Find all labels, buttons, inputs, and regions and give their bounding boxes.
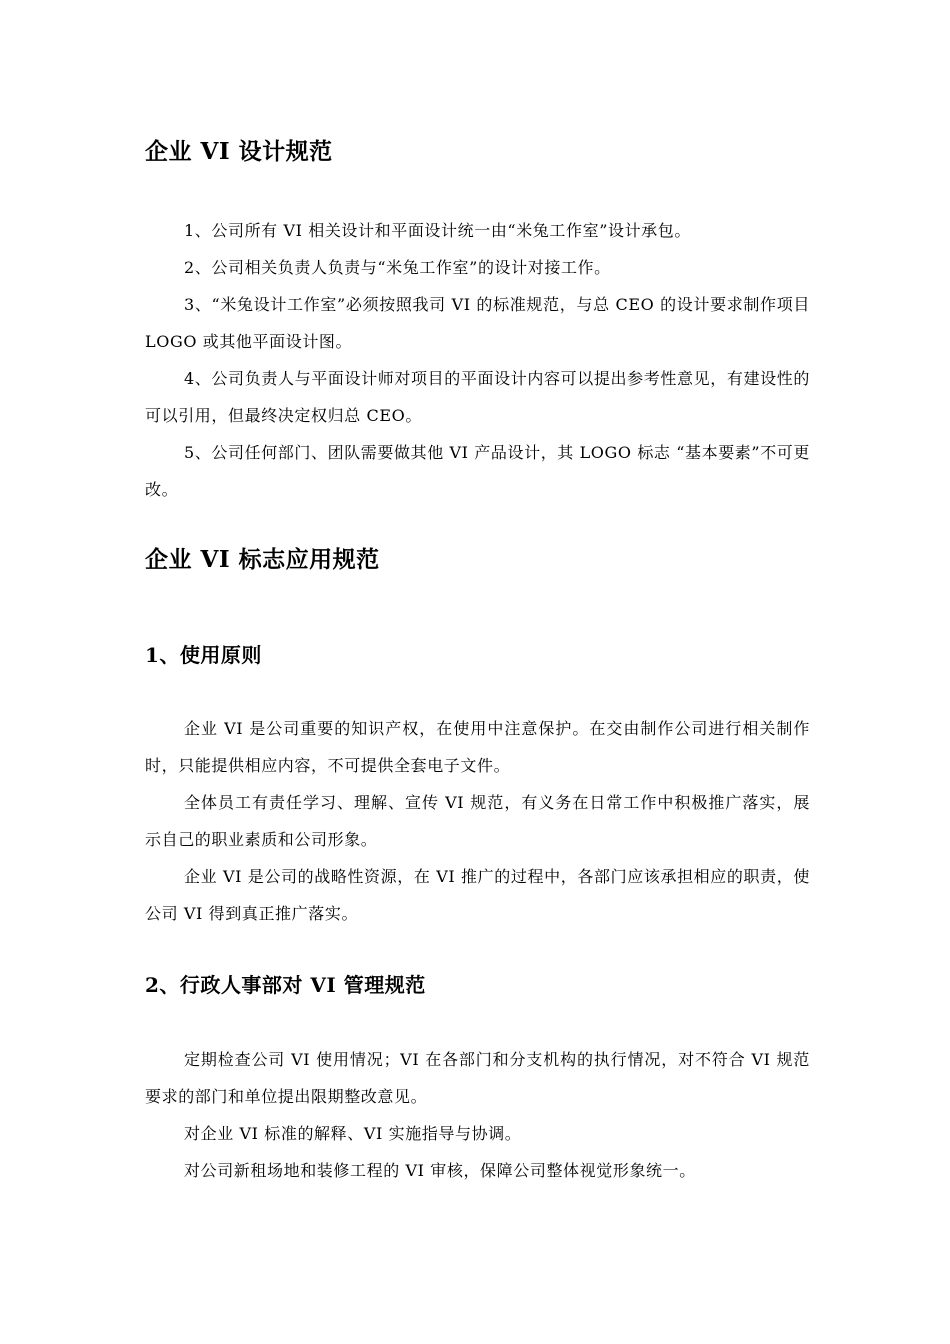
subsection-body-admin-hr xyxy=(145,1041,810,1189)
paragraph: 企业 VI 是公司的战略性资源，在 VI 推广的过程中，各部门应该承担相应的职责，使公司 VI 得到真正推广落实。 xyxy=(145,867,810,923)
subsection-title-admin-hr: 2、行政人事部对 VI 管理规范 xyxy=(145,973,426,997)
subsection-title-principles: 1、使用原则 xyxy=(145,643,262,667)
paragraph: 对公司新租场地和装修工程的 VI 审核，保障公司整体视觉形象统一。 xyxy=(184,1161,696,1180)
paragraph: 对企业 VI 标准的解释、VI 实施指导与协调。 xyxy=(184,1124,522,1143)
paragraph: 3、“米兔设计工作室”必须按照我司 VI 的标准规范，与总 CEO 的设计要求制作项目 LOGO 或其他平面设计图。 xyxy=(145,295,810,351)
paragraph: 4、公司负责人与平面设计师对项目的平面设计内容可以提出参考性意见，有建设性的可以引用，但最终决定权归总 CEO。 xyxy=(145,369,810,425)
section-title-vi-design: 企业 VI 设计规范 xyxy=(145,138,333,165)
paragraph: 企业 VI 是公司重要的知识产权，在使用中注意保护。在交由制作公司进行相关制作时，只能提供相应内容，不可提供全套电子文件。 xyxy=(145,719,810,775)
section-body-vi-design xyxy=(145,212,810,508)
paragraph: 1、公司所有 VI 相关设计和平面设计统一由“米兔工作室”设计承包。 xyxy=(184,221,691,240)
paragraph: 定期检查公司 VI 使用情况；VI 在各部门和分支机构的执行情况，对不符合 VI 规范要求的部门和单位提出限期整改意见。 xyxy=(145,1050,810,1106)
paragraph: 全体员工有责任学习、理解、宣传 VI 规范，有义务在日常工作中积极推广落实，展示自己的职业素质和公司形象。 xyxy=(145,793,810,849)
paragraph: 5、公司任何部门、团队需要做其他 VI 产品设计，其 LOGO 标志 “基本要素”不可更改。 xyxy=(145,443,810,499)
section-title-vi-logo-usage: 企业 VI 标志应用规范 xyxy=(145,546,380,573)
subsection-body-principles xyxy=(145,710,810,932)
paragraph: 2、公司相关负责人负责与“米兔工作室”的设计对接工作。 xyxy=(184,258,611,277)
